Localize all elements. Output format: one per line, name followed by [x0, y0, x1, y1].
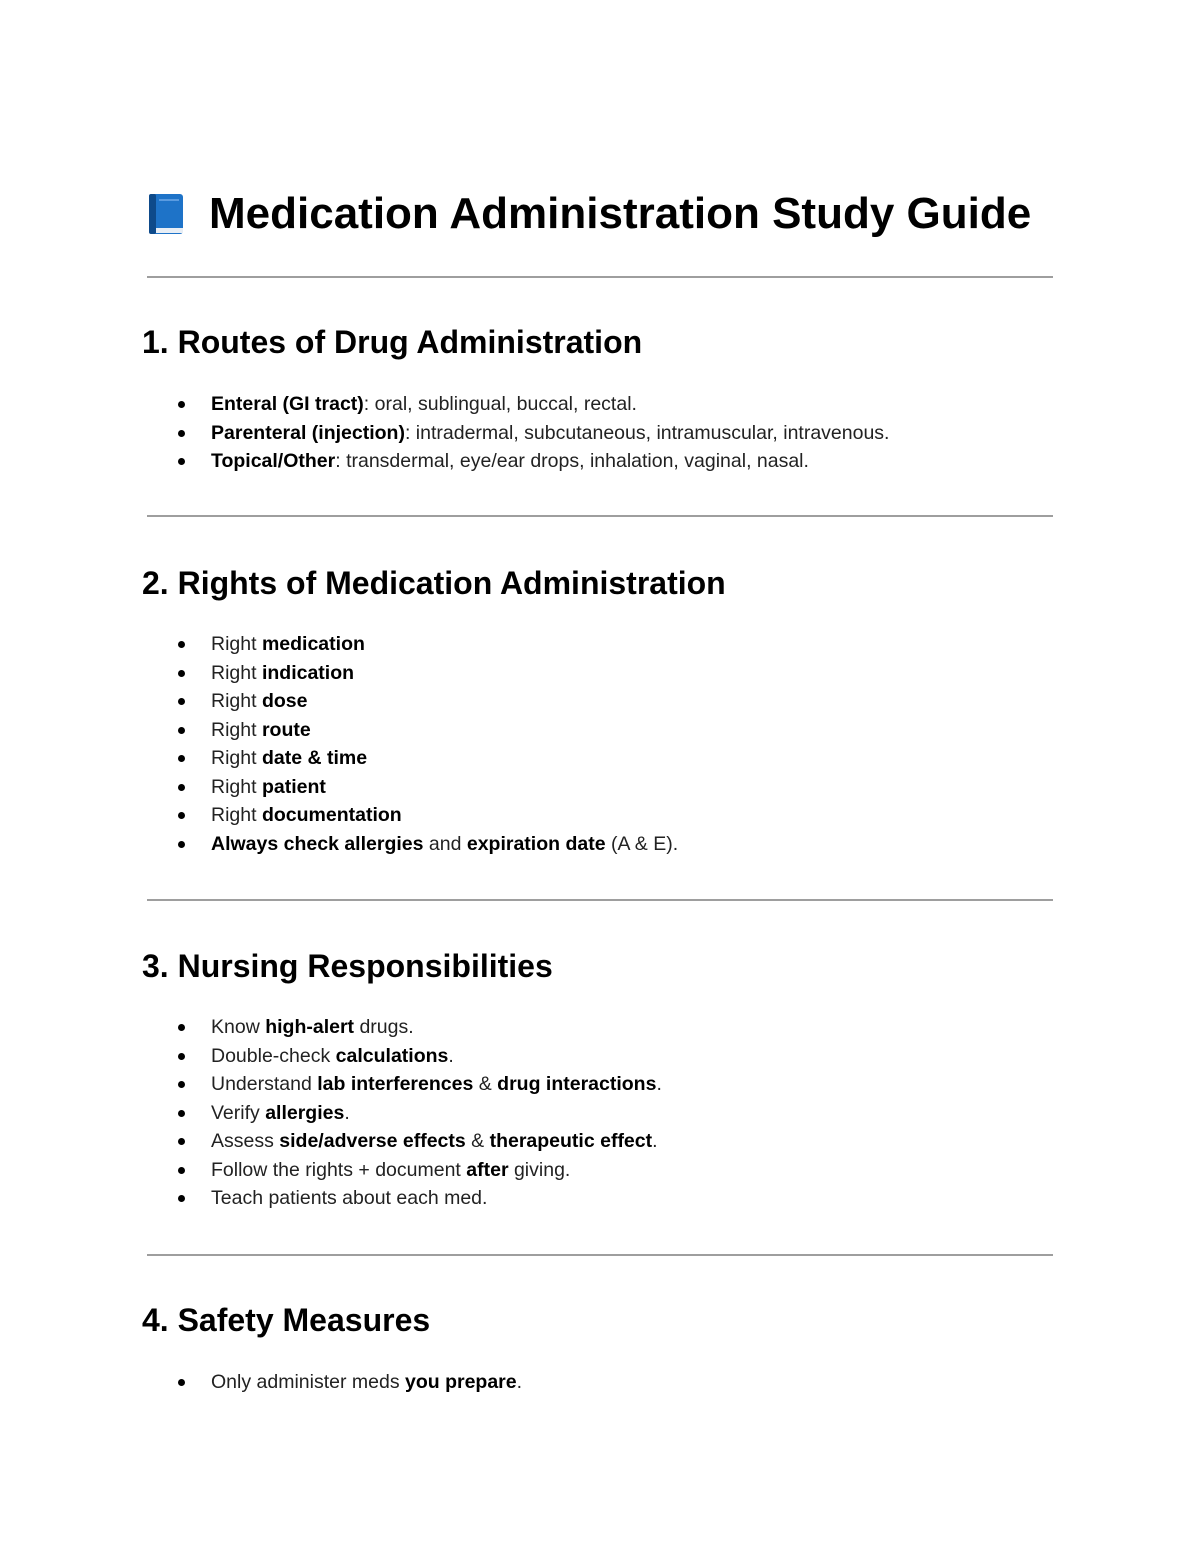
page-title: Medication Administration Study Guide [209, 189, 1032, 238]
list-item: Right indication [0, 659, 678, 688]
list-safety [0, 1368, 522, 1397]
divider [147, 899, 1053, 901]
list-item: Only administer meds you prepare. [0, 1368, 522, 1397]
list-routes [0, 390, 889, 476]
list-item: Parenteral (injection): intradermal, subcutaneous, intramuscular, intravenous. [0, 419, 889, 448]
list-item: Right date & time [0, 744, 678, 773]
section-heading-rights: 2. Rights of Medication Administration [142, 565, 726, 601]
blue-book-icon [143, 191, 189, 237]
list-item: Right dose [0, 687, 678, 716]
divider [147, 515, 1053, 517]
list-item: Always check allergies and expiration date (A & E). [0, 830, 678, 859]
list-rights [0, 630, 678, 858]
title-row [143, 186, 1031, 242]
list-item: Know high-alert drugs. [0, 1013, 662, 1042]
section-heading-nursing: 3. Nursing Responsibilities [142, 948, 553, 984]
list-item: Enteral (GI tract): oral, sublingual, buccal, rectal. [0, 390, 889, 419]
list-item: Topical/Other: transdermal, eye/ear drops, inhalation, vaginal, nasal. [0, 447, 889, 476]
list-item: Right medication [0, 630, 678, 659]
list-item: Follow the rights + document after giving. [0, 1156, 662, 1185]
list-item: Verify allergies. [0, 1099, 662, 1128]
list-item: Right documentation [0, 801, 678, 830]
list-item: Right patient [0, 773, 678, 802]
list-item: Teach patients about each med. [0, 1184, 662, 1213]
list-item: Understand lab interferences & drug interactions. [0, 1070, 662, 1099]
list-nursing [0, 1013, 662, 1213]
divider [147, 276, 1053, 278]
section-heading-safety: 4. Safety Measures [142, 1302, 431, 1338]
list-item: Double-check calculations. [0, 1042, 662, 1071]
section-heading-routes: 1. Routes of Drug Administration [142, 324, 643, 360]
list-item: Right route [0, 716, 678, 745]
divider [147, 1254, 1053, 1256]
list-item: Assess side/adverse effects & therapeutic effect. [0, 1127, 662, 1156]
